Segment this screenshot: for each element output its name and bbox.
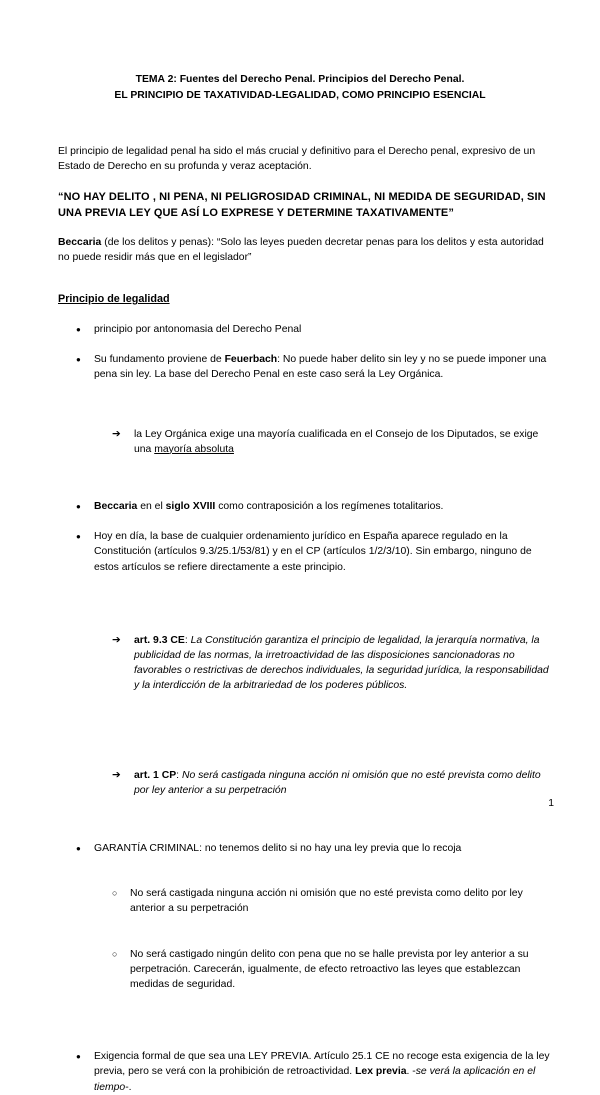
list-item [76, 322, 554, 337]
arrow-item [112, 768, 554, 798]
circle-bullet-icon: ○ [112, 888, 118, 899]
arrow-item [112, 633, 554, 694]
bullet-icon: ● [76, 502, 81, 512]
list-item [76, 1049, 554, 1095]
bullet-text: GARANTÍA CRIMINAL: no tenemos delito si no hay una ley previa que lo recoja [94, 843, 462, 855]
beccaria-name: Beccaria [58, 237, 102, 248]
bullet-icon: ● [76, 325, 81, 334]
sub-item [112, 886, 554, 916]
bullet-text: Hoy en día, la base de cualquier ordenamiento jurídico en España aparece regulado en la Constitución (artículos 9.3/25.1/53/81) y en el CP (artículos 1/2/3/10). Sin embargo, ninguno de estos artículos se refiere directamente a este principio. [94, 531, 532, 573]
bullet-icon: ● [76, 532, 81, 542]
page-number: 1 [548, 798, 554, 809]
beccaria-text: (de los delitos y penas): “Solo las leyes pueden decretar penas para los delitos y esta autoridad no puede residir más que en el legislador” [58, 237, 544, 264]
arrow-text: art. 1 CP: No será castigada ninguna acción ni omisión que no esté prevista como delito por ley anterior a su perpetración [134, 769, 541, 796]
list-item [76, 841, 554, 856]
list-item [76, 352, 554, 382]
list-item [76, 529, 554, 575]
intro-paragraph: El principio de legalidad penal ha sido el más crucial y definitivo para el Derecho penal, expresivo de un Estado de Derecho en su profunda y veraz aceptación. [58, 146, 536, 173]
sub-item [112, 947, 554, 993]
bullet-text: Su fundamento proviene de Feuerbach: No puede haber delito sin ley y no se puede imponer una pena sin ley. La base del Derecho Penal en este caso será la Ley Orgánica. [94, 354, 547, 381]
bullet-text: Beccaria en el siglo XVIII como contraposición a los regímenes totalitarios. [94, 501, 444, 513]
arrow-icon: ➔ [112, 769, 121, 781]
arrow-item [112, 427, 554, 457]
sub-text: No será castigada ninguna acción ni omisión que no esté prevista como delito por ley anterior a su perpetración [130, 888, 523, 915]
arrow-text: art. 9.3 CE: La Constitución garantiza el principio de legalidad, la jerarquía normativa, la publicidad de las normas, la irretroactividad de las disposiciones sancionadoras no favorables o restrictivas de derechos individuales, la seguridad jurídica, la responsabilidad y la interdicción de la arbitrariedad de los poderes públicos. [134, 634, 549, 692]
bullet-icon: ● [76, 355, 81, 365]
bullet-icon: ● [76, 1052, 81, 1062]
arrow-text: la Ley Orgánica exige una mayoría cualificada en el Consejo de los Diputados, se exige una mayoría absoluta [134, 428, 539, 455]
sub-text: No será castigado ningún delito con pena que no se halle prevista por ley anterior a su perpetración. Carecerán, igualmente, de efecto retroactivo las leyes que establezcan medidas de seguridad. [130, 948, 529, 991]
title-line-1: TEMA 2: Fuentes del Derecho Penal. Principios del Derecho Penal. [135, 74, 465, 85]
bullet-text: principio por antonomasia del Derecho Penal [94, 324, 302, 335]
quote-paragraph: “NO HAY DELITO , NI PENA, NI PELIGROSIDAD CRIMINAL, NI MEDIDA DE SEGURIDAD, SIN UNA PREVIA LEY QUE ASÍ LO EXPRESE Y DETERMINE TAXATIVAMENTE” [58, 191, 546, 219]
bullet-text: Exigencia formal de que sea una LEY PREVIA. Artículo 25.1 CE no recoge esta exigencia de la ley previa, pero se verá con la prohibición de retroactividad. Lex previa. -se verá la aplicación en el tiempo-. [94, 1051, 550, 1093]
list-item [76, 499, 554, 514]
arrow-icon: ➔ [112, 634, 121, 646]
bullet-icon: ● [76, 844, 81, 854]
beccaria-paragraph [58, 235, 554, 265]
title-line-2: EL PRINCIPIO DE TAXATIVIDAD-LEGALIDAD, COMO PRINCIPIO ESENCIAL [114, 90, 486, 101]
circle-bullet-icon: ○ [112, 948, 118, 959]
section-heading: Principio de legalidad [58, 293, 170, 305]
arrow-icon: ➔ [112, 428, 121, 440]
